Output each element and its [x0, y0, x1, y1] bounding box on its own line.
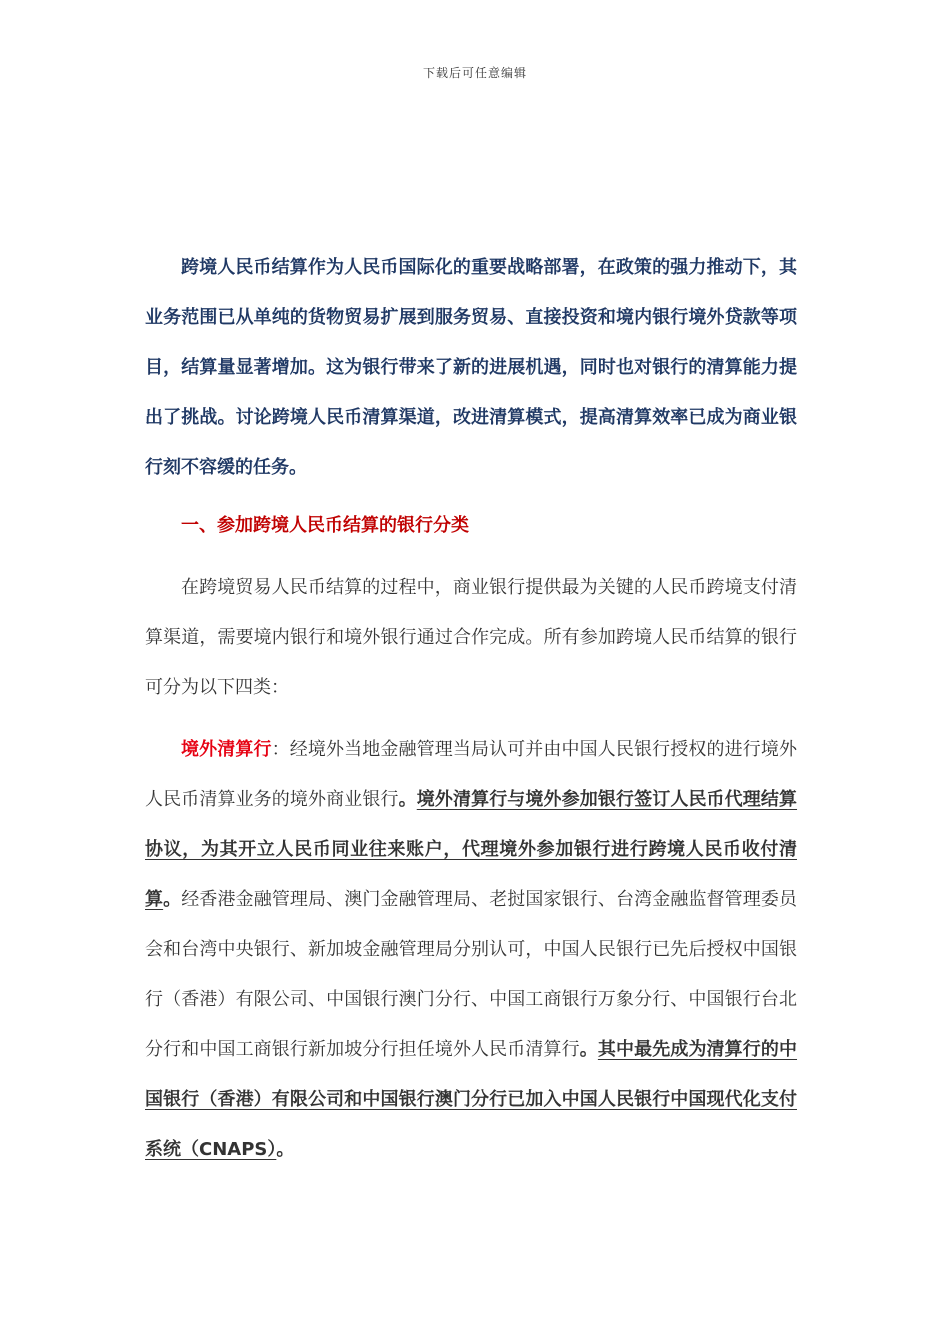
- authorization-text: 经香港金融管理局、澳门金融管理局、老挝国家银行、台湾金融监督管理委员会和台湾中央银行、新加坡金融管理局分别认可，中国人民银行已先后授权中国银行（香港）有限公司、中国银行澳门分行、中国工商银行万象分行、中国银行台北分行和中国工商银行新加坡分行担任境外人民币清算行: [145, 889, 798, 1060]
- emphasis-cnaps: 其中最先成为清算行的中国银行（香港）有限公司和中国银行澳门分行已加入中国人民银行中国现代化支付系统（CNAPS）: [145, 1039, 798, 1160]
- definition-text: ：经境外当地金融管理当局认可并由中国人民银行授权的进行境外人民币清算业务的境外商业银行: [145, 739, 798, 810]
- section-paragraph: 在跨境贸易人民币结算的过程中，商业银行提供最为关键的人民币跨境支付清算渠道，需要境内银行和境外银行通过合作完成。所有参加跨境人民币结算的银行可分为以下四类：: [145, 577, 797, 698]
- offshore-clearing-paragraph: [145, 725, 797, 1175]
- term-offshore-clearing-bank: 境外清算行: [181, 739, 272, 760]
- sentence-mark: 。: [163, 889, 182, 910]
- intro-paragraph: 跨境人民币结算作为人民币国际化的重要战略部署，在政策的强力推动下，其业务范围已从单纯的货物贸易扩展到服务贸易、直接投资和境内银行境外贷款等项目，结算量显著增加。这为银行带来了新的进展机遇，同时也对银行的清算能力提出了挑战。讨论跨境人民币清算渠道，改进清算模式，提高清算效率已成为商业银行刻不容缓的任务。: [145, 257, 797, 478]
- sentence-mark: 。: [398, 789, 417, 810]
- sentence-mark: 。: [579, 1039, 598, 1060]
- document-body: [145, 243, 797, 1175]
- page-header: 下载后可任意编辑: [422, 66, 527, 80]
- emphasis-agency-agreement: 境外清算行与境外参加银行签订人民币代理结算协议，为其开立人民币同业往来账户，代理境外参加银行进行跨境人民币收付清算: [145, 789, 798, 910]
- sentence-mark: 。: [276, 1139, 295, 1160]
- section-heading: 一、参加跨境人民币结算的银行分类: [181, 515, 469, 536]
